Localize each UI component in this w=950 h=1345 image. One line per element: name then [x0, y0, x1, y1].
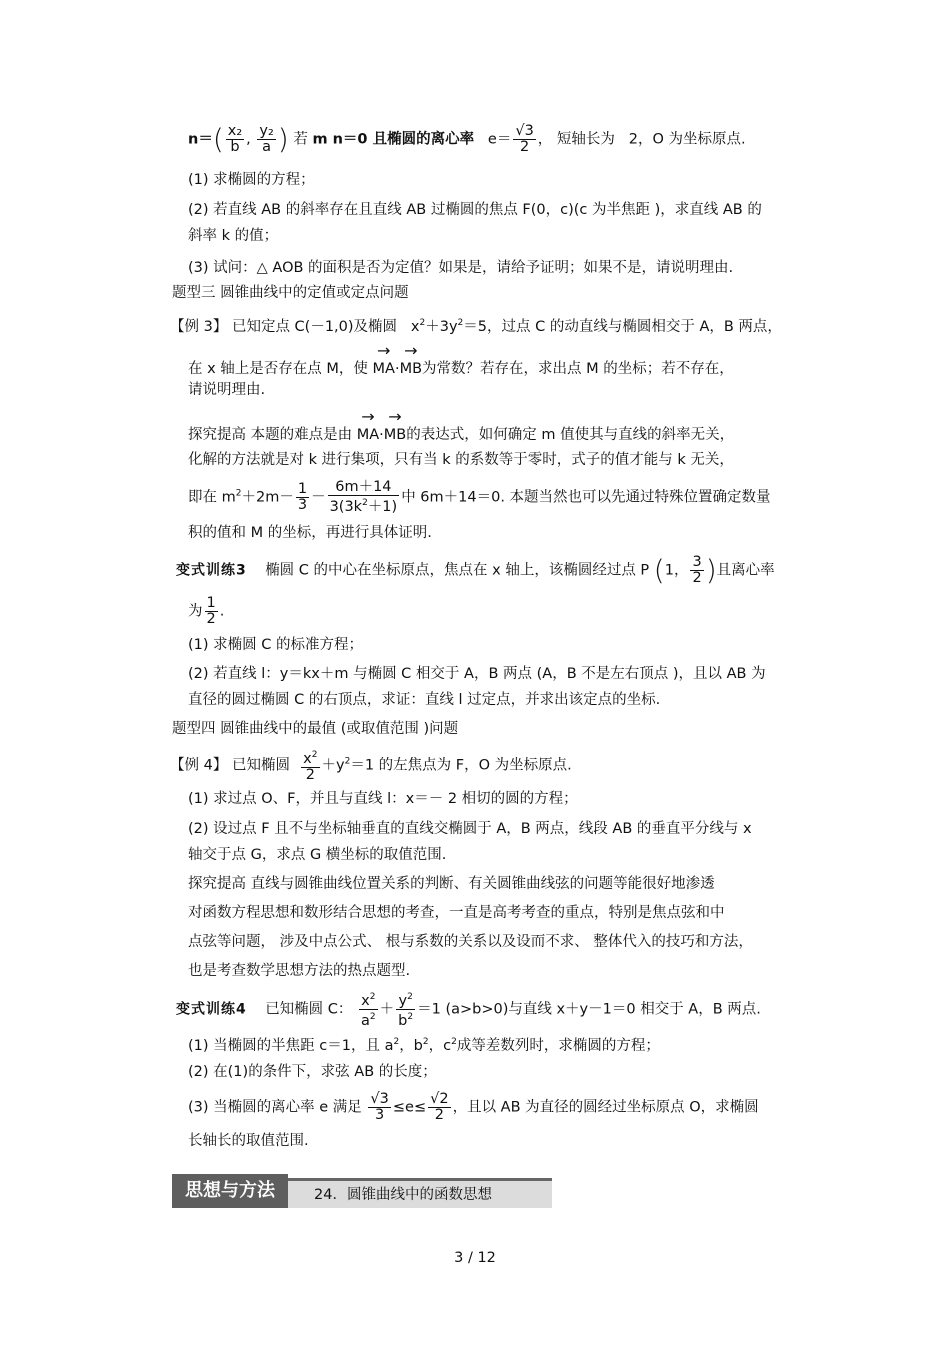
fraction: $\frac{3}{2}$: [692, 554, 702, 586]
banner-title: 思想与方法: [172, 1174, 288, 1208]
exercise-label: 变式训练3: [176, 562, 247, 579]
text-line: (2) 设过点 F 且不与坐标轴垂直的直线交椭圆于 A，B 两点，线段 AB 的垂直平分线与 x: [188, 821, 752, 837]
page-number: 3 / 12: [454, 1250, 496, 1266]
text-line: (1) 求过点 O、F，并且与直线 l：x＝－ 2 相切的圆的方程；: [188, 791, 578, 807]
fraction: $\frac{√2}{2}$: [430, 1091, 449, 1123]
text-line: 也是考查数学思想方法的热点题型.: [188, 963, 411, 979]
text-line: (2) 在(1)的条件下，求弦 AB 的长度；: [188, 1064, 437, 1080]
vector-ma: → MA: [372, 341, 395, 377]
text-line: (1) 求椭圆 C 的标准方程；: [188, 637, 363, 653]
text-line: 直径的圆过椭圆 C 的右顶点，求证：直线 l 过定点，并求出该定点的坐标.: [188, 692, 661, 708]
fraction: $\frac{x^2}{2}$: [303, 750, 318, 783]
text-line: 请说明理由.: [188, 382, 266, 398]
text-line: 积的值和 M 的坐标，再进行具体证明.: [188, 525, 432, 541]
fraction: $\frac{y^2}{b^2}$: [398, 992, 414, 1029]
exercise-4-line: 变式训练4 已知椭圆 C： $\frac{x^2}{a^2}$ ＋ $\frac{y^2}{b^2}$ ＝1 (a>b>0)与直线 x＋y－1＝0 相交于 A，B 两点.: [176, 992, 761, 1029]
text-line: 轴交于点 G，求点 G 横坐标的取值范围.: [188, 847, 447, 863]
text-line: 对函数方程思想和数形结合思想的考查，一直是高考考查的重点，特别是焦点弦和中: [188, 905, 725, 921]
example-4-line: 【例 4】 已知椭圆 $\frac{x^2}{2}$ $+y^2=1$ 的左焦点为 F，O 为坐标原点.: [170, 750, 572, 783]
vector-n-label: n＝: [188, 131, 213, 148]
vector-mb: → MB: [383, 407, 407, 443]
text-line: (1) 求椭圆的方程；: [188, 172, 315, 188]
text-line: 在 x 轴上是否存在点 M，使 → MA· → MB为常数？若存在，求出点 M 的坐标；若不存在，: [188, 341, 734, 377]
text-line: (1) 当椭圆的半焦距 c＝1，且 $a^2$，$b^2$，$c^2$成等差数列时，求椭圆的方程；: [188, 1037, 660, 1054]
section-banner: [172, 1174, 552, 1208]
fraction: $\frac{√3}{2}$: [515, 123, 534, 155]
exercise-3-line: 变式训练3 椭圆 C 的中心在坐标原点，焦点在 x 轴上，该椭圆经过点 P (1， $\frac{3}{2}$ )且离心率: [176, 553, 775, 587]
text-line: 即在 $m^2+2m-$ $\frac{1}{3}$ － $\frac{6m+14}{3(3k^2+1)}$ 中 6m＋14＝0. 本题当然也可以先通过特殊位置确定数量: [188, 479, 771, 515]
section-heading: 题型三 圆锥曲线中的定值或定点问题: [172, 285, 409, 301]
text-line: (2) 若直线 AB 的斜率存在且直线 AB 过椭圆的焦点 F(0，c)(c 为半焦距 )，求直线 AB 的: [188, 202, 762, 218]
vector-mb: → MB: [399, 341, 423, 377]
text-line: (3) 试问：△ AOB 的面积是否为定值？如果是，请给予证明；如果不是，请说明理由.: [188, 260, 734, 276]
text-line: 斜率 k 的值；: [188, 228, 279, 244]
fraction: $\frac{1}{2}$: [206, 595, 216, 627]
fraction: $\frac{\text{x₂}}{b}$: [227, 123, 243, 155]
text-line: 为 $\frac{1}{2}$ .: [188, 595, 225, 627]
exercise-label: 变式训练4: [176, 1001, 247, 1018]
text-line: 探究提高 直线与圆锥曲线位置关系的判断、有关圆锥曲线弦的问题等能很好地渗透: [188, 876, 715, 892]
text-line: 探究提高 本题的难点是由 → MA· → MB的表达式，如何确定 m 值使其与直线的斜率无关，: [188, 407, 735, 443]
text-line: 长轴长的取值范围.: [188, 1133, 309, 1149]
condition-line: n＝( $\frac{\text{x₂}}{b}$ , $\frac{\text{y₂}}{a}$ ) 若 m n＝0 且椭圆的离心率 e＝ $\frac{√3}{2}$ ， 短轴长为 2，O 为坐标原点.: [188, 122, 746, 156]
fraction: $\frac{√3}{3}$: [370, 1091, 389, 1123]
fraction: $\frac{6m+14}{3(3k^2+1)}$: [329, 479, 398, 515]
vector-ma: → MA: [356, 407, 380, 443]
text-line: 化解的方法就是对 k 进行集项，只有当 k 的系数等于零时，式子的值才能与 k 无关，: [188, 452, 734, 468]
fraction: $\frac{x^2}{a^2}$: [361, 992, 376, 1029]
text-line: 点弦等问题， 涉及中点公式、 根与系数的关系以及设而不求、 整体代入的技巧和方法，: [188, 934, 753, 950]
fraction: $\frac{\text{y₂}}{a}$: [259, 123, 274, 155]
text-line: (3) 当椭圆的离心率 e 满足 $\frac{√3}{3}$ ≤e≤ $\frac{√2}{2}$ ，且以 AB 为直径的圆经过坐标原点 O，求椭圆: [188, 1091, 759, 1123]
example-3-line: 【例 3】 已知定点 C(－1,0)及椭圆 $x^2+3y^2=5$，过点 C 的动直线与椭圆相交于 A，B 两点，: [170, 318, 782, 335]
fraction: $\frac{1}{3}$: [297, 480, 308, 513]
text-line: (2) 若直线 l：y＝kx＋m 与椭圆 C 相交于 A，B 两点 (A，B 不是左右顶点 )，且以 AB 为: [188, 666, 766, 682]
section-heading: 题型四 圆锥曲线中的最值 (或取值范围 )问题: [172, 721, 459, 737]
banner-subtitle: 24．圆锥曲线中的函数思想: [288, 1178, 552, 1208]
